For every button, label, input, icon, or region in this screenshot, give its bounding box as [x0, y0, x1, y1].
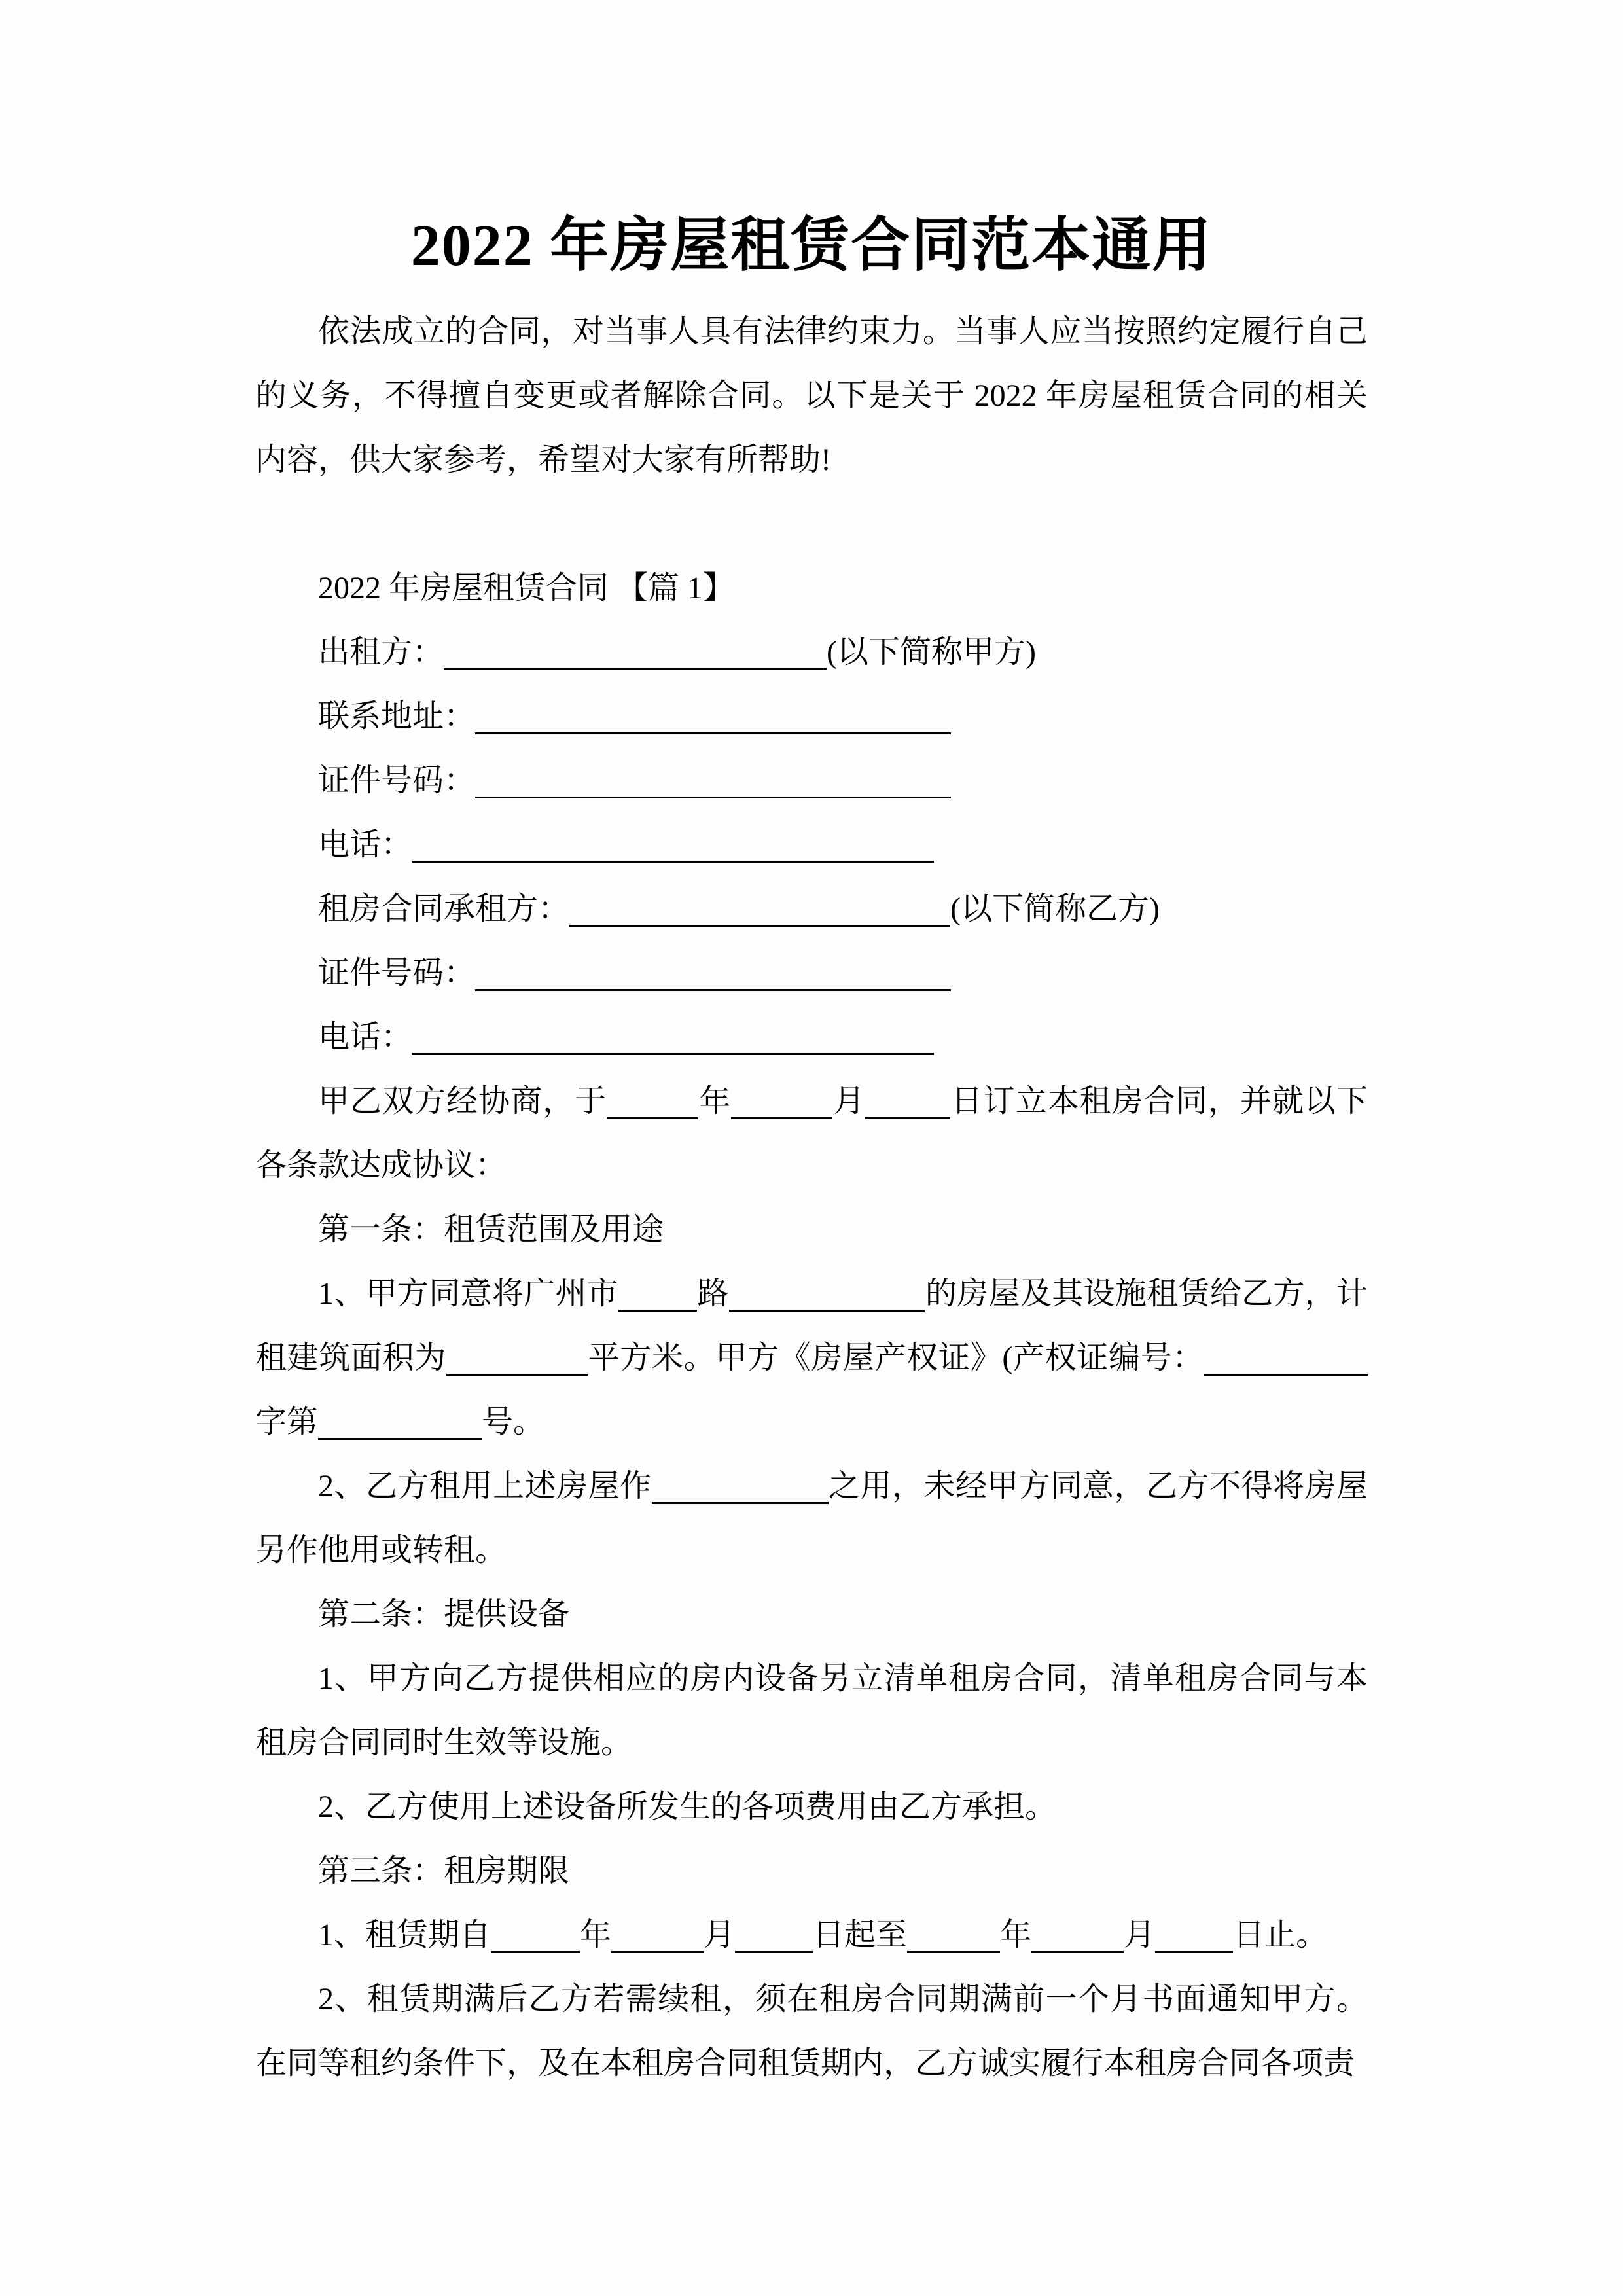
article-1-heading: [255, 1198, 1368, 1262]
blank-underline: [907, 1950, 1000, 1953]
blank-underline: [1031, 1950, 1124, 1953]
blank-underline: [652, 1501, 829, 1504]
blank-line-spacer: [255, 492, 1368, 556]
blank-underline: [412, 860, 934, 863]
blank-underline: [618, 1309, 697, 1312]
agreement-date-paragraph: [255, 1069, 1368, 1198]
blank-underline: [735, 1950, 813, 1953]
blank-underline: [569, 924, 950, 927]
text-run: 1、租赁期自: [318, 1918, 491, 1952]
text-run: 2、租赁期满后乙方若需续租，须在租房合同期满前一个月书面通知甲方。在同等租约条件下，及在本租房合同租赁期内，乙方诚实履行本租房合同各项责: [255, 1982, 1368, 2081]
blank-underline: [607, 1117, 698, 1119]
lessor-address-line: [255, 685, 1368, 749]
blank-underline: [444, 668, 827, 670]
article-2-item-1: [255, 1647, 1368, 1775]
text-run: 第二条：提供设备: [318, 1597, 570, 1632]
article-3-item-1: [255, 1903, 1368, 1967]
text-run: 证件号码：: [318, 763, 476, 798]
intro-paragraph: 依法成立的合同，对当事人具有法律约束力。当事人应当按照约定履行自己的义务，不得擅自变更或者解除合同。以下是关于 2022 年房屋租赁合同的相关内容，供大家参考，希望对大家有所帮助!: [255, 314, 1368, 477]
text-run: 电话：: [318, 827, 413, 862]
text-run: 2、乙方租用上述房屋作: [318, 1469, 652, 1503]
blank-underline: [491, 1950, 580, 1953]
blank-underline: [611, 1950, 704, 1953]
text-run: 日订立本租房合同，并就以下各条款达成协议：: [255, 1084, 1368, 1183]
series-heading: [255, 556, 1368, 620]
text-run: 字第: [255, 1405, 319, 1439]
text-run: 月: [704, 1918, 736, 1952]
blank-underline: [318, 1437, 482, 1440]
article-3-heading: [255, 1839, 1368, 1903]
text-run: 年: [698, 1084, 732, 1119]
article-3-item-2: [255, 1967, 1368, 2096]
blank-underline: [475, 988, 951, 991]
article-1-item-2: [255, 1454, 1368, 1583]
document-title: 2022 年房屋租赁合同范本通用: [410, 213, 1213, 278]
article-1-item-1: [255, 1262, 1368, 1454]
text-run: 出租方：: [318, 635, 444, 670]
text-run: 之用，未经甲方同意，乙方不得将房屋另作他用或转租。: [255, 1469, 1368, 1568]
article-2-item-2: [255, 1775, 1368, 1839]
lessee-phone-line: [255, 1005, 1368, 1069]
blank-underline: [1204, 1373, 1368, 1376]
text-run: (以下简称甲方): [827, 635, 1036, 670]
text-run: 年: [580, 1918, 612, 1952]
blank-underline: [865, 1117, 950, 1119]
text-run: 号。: [482, 1405, 545, 1439]
text-run: 第一条：租赁范围及用途: [318, 1212, 664, 1247]
text-run: 日止。: [1233, 1918, 1328, 1952]
text-run: 月: [832, 1084, 866, 1119]
text-run: 联系地址：: [318, 699, 476, 734]
lessor-id-line: [255, 749, 1368, 813]
text-run: 1、甲方同意将广州市: [318, 1276, 619, 1311]
blank-underline: [446, 1373, 588, 1376]
text-run: 证件号码：: [318, 956, 476, 990]
text-run: 第三条：租房期限: [318, 1854, 570, 1888]
blank-underline: [412, 1052, 934, 1055]
text-run: 电话：: [318, 1020, 413, 1054]
text-run: 日起至: [813, 1918, 908, 1952]
blank-underline: [1155, 1950, 1233, 1953]
text-run: 甲乙双方经协商，于: [318, 1084, 607, 1119]
lessor-line: [255, 620, 1368, 685]
text-run: 1、甲方向乙方提供相应的房内设备另立清单租房合同，清单租房合同与本租房合同同时生效等设施。: [255, 1661, 1368, 1760]
text-run: 平方米。甲方《房屋产权证》(产权证编号：: [588, 1340, 1204, 1375]
article-2-heading: [255, 1583, 1368, 1647]
text-run: 2022 年房屋租赁合同 【篇 1】: [318, 571, 735, 605]
text-run: 租房合同承租方：: [318, 891, 570, 926]
text-run: 路: [697, 1276, 729, 1311]
document-body: [255, 556, 1368, 2096]
blank-underline: [475, 796, 951, 798]
blank-underline: [729, 1309, 925, 1312]
text-run: 年: [1000, 1918, 1032, 1952]
lessee-line: [255, 877, 1368, 941]
lessee-id-line: [255, 941, 1368, 1005]
text-run: (以下简称乙方): [950, 891, 1160, 926]
lessor-phone-line: [255, 813, 1368, 877]
text-run: 2、乙方使用上述设备所发生的各项费用由乙方承担。: [318, 1789, 1057, 1824]
text-run: 的房屋及其设施租赁给乙方，计租建筑面积为: [255, 1276, 1368, 1375]
text-run: 月: [1124, 1918, 1156, 1952]
blank-underline: [731, 1117, 832, 1119]
blank-underline: [475, 732, 951, 734]
